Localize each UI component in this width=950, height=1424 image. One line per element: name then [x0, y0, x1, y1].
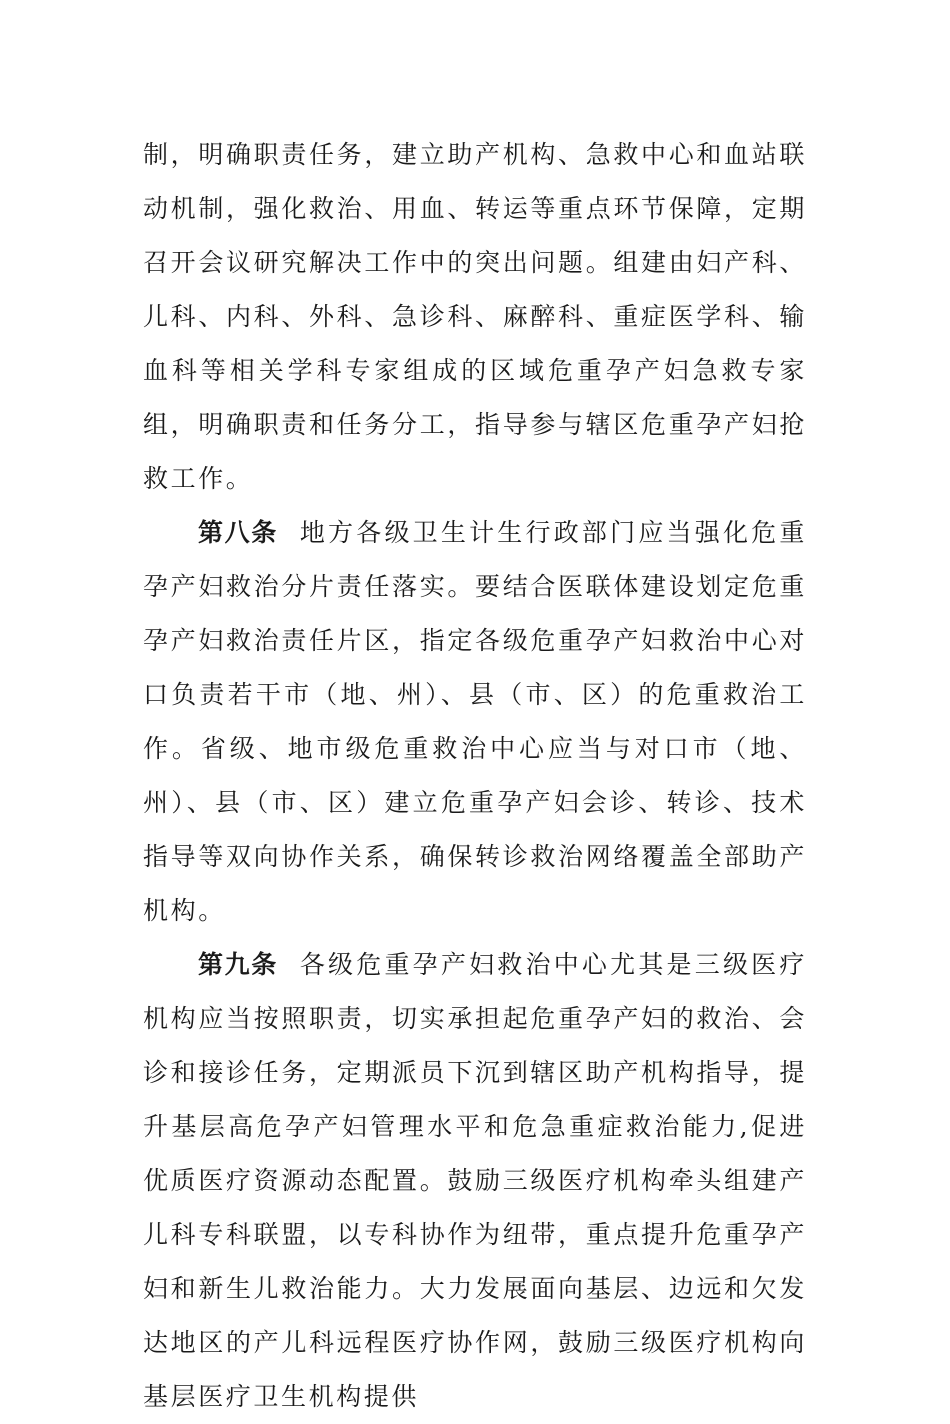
paragraph-text: 制，明确职责任务，建立助产机构、急救中心和血站联动机制，强化救治、用血、转运等重点环节保障，定期召开会议研究解决工作中的突出问题。组建由妇产科、儿科、内科、外科、急诊科、麻醉科、重症医学科、输血科等相关学科专家组成的区域危重孕产妇急救专家组，明确职责和任务分工，指导参与辖区危重孕产妇抢救工作。 — [143, 140, 807, 493]
article-8-text: 地方各级卫生计生行政部门应当强化危重孕产妇救治分片责任落实。要结合医联体建设划定危重孕产妇救治责任片区，指定各级危重孕产妇救治中心对口负责若干市（地、州）、县（市、区）的危重救治工作。省级、地市级危重救治中心应当与对口市（地、州）、县（市、区）建立危重孕产妇会诊、转诊、技术指导等双向协作关系，确保转诊救治网络覆盖全部助产机构。 — [143, 518, 807, 925]
document-body — [143, 128, 807, 1424]
paragraph-continuation — [143, 128, 807, 506]
article-8-paragraph — [143, 506, 807, 938]
article-9-label: 第九条 — [198, 950, 278, 979]
article-9-text: 各级危重孕产妇救治中心尤其是三级医疗机构应当按照职责，切实承担起危重孕产妇的救治、会诊和接诊任务，定期派员下沉到辖区助产机构指导，提升基层高危孕产妇管理水平和危急重症救治能力,促进优质医疗资源动态配置。鼓励三级医疗机构牵头组建产儿科专科联盟，以专科协作为纽带，重点提升危重孕产妇和新生儿救治能力。大力发展面向基层、边远和欠发达地区的产儿科远程医疗协作网，鼓励三级医疗机构向基层医疗卫生机构提供 — [143, 950, 807, 1411]
article-8-label: 第八条 — [198, 518, 278, 547]
article-9-paragraph — [143, 938, 807, 1424]
